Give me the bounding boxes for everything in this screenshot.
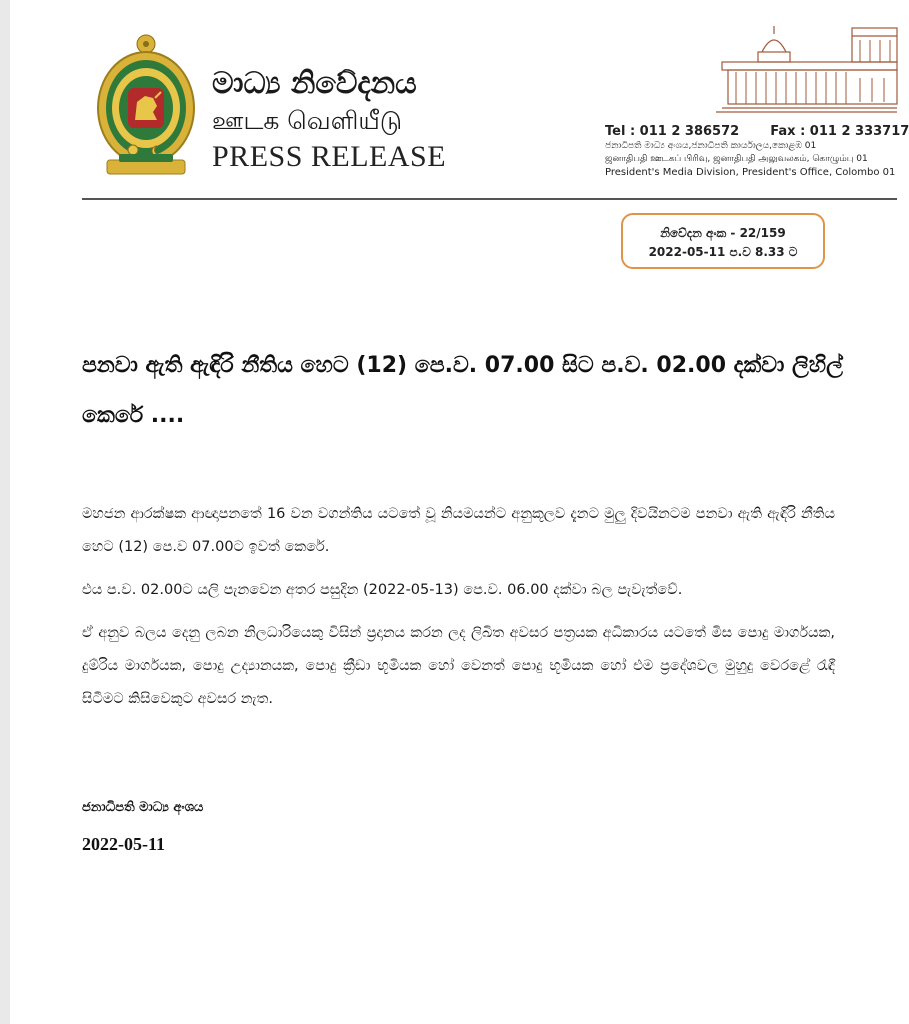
office-address-english: President's Media Division, President's Office, Colombo 01 [605,167,896,178]
header-divider [82,198,897,200]
tel-number: : 011 2 386572 [629,124,740,139]
issuer-name: ජනාධිපති මාධ්‍ය අංශය [82,800,204,815]
fax-number: : 011 2 333717 [800,124,909,139]
office-address-sinhala: ජනාධිපති මාධ්‍ය අංශය,ජනාධිපති කාර්යාලය,කොළඹ 01 [605,141,817,151]
headline: පනවා ඇති ඇඳිරි නීතිය හෙට (12) පෙ.ව. 07.00 සිට ප.ව. 02.00 දක්වා ලිහිල් කෙරේ .... [82,353,843,428]
title-sinhala: මාධ්‍ය නිවේදනය [212,66,417,101]
state-emblem-icon [95,32,197,178]
release-body [82,498,835,726]
title-tamil: ஊடக வெளியீடு [212,106,403,135]
page-left-edge [0,0,10,1024]
body-paragraph-2: එය ප.ව. 02.00ට යලි පැනවෙන අතර පසුදින (2022-05-13) පෙ.ව. 06.00 දක්වා බල පැවැත්වේ. [82,582,683,598]
phone-fax-line [605,124,909,140]
contact-info [605,124,909,180]
release-datetime: 2022-05-11 ප.ව 8.33 ට [648,245,798,259]
signoff-date: 2022-05-11 [82,834,165,854]
reference-box [621,213,825,269]
fax-label: Fax [770,124,796,139]
body-paragraph-1: මහජන ආරක්ෂක ආඥාපනතේ 16 වන වගන්තිය යටතේ වූ නියමයන්ට අනුකූලව දැනට මුලු දිවයිනටම පනවා ඇති ඇඳිරි නීතිය හෙට (12) පෙ.ව 07.00ට ඉවත් කෙරේ. [82,506,835,555]
presidential-building-icon [712,22,897,114]
release-number: නිවේදන අංක - 22/159 [660,226,786,240]
body-paragraph-3: ඒ අනුව බලය දෙනු ලබන නිලධාරියෙකු විසින් ප්‍රදානය කරන ලද ලිඛිත අවසර පත්‍රයක අධිකාරය යටතේ මිස පොදු මාර්ගයක, දුම්රිය මාර්ගයක, පොදු උද්‍යානයක, පොදු ක්‍රීඩා භූමියක හෝ වෙනත් පොදු භූමියක හෝ එම ප්‍රදේශවල මුහුදු වෙරළේ රැඳී සිටීමට කිසිවෙකුට අවසර නැත. [82,625,835,707]
office-address-tamil: ஜனாதிபதி ஊடகப் பிரிவு, ஜனாதிபதி அலுவலகம், கொழும்பு 01 [605,154,868,164]
press-release-title [212,64,452,176]
title-english: PRESS RELEASE [212,140,447,173]
tel-label: Tel [605,124,626,139]
